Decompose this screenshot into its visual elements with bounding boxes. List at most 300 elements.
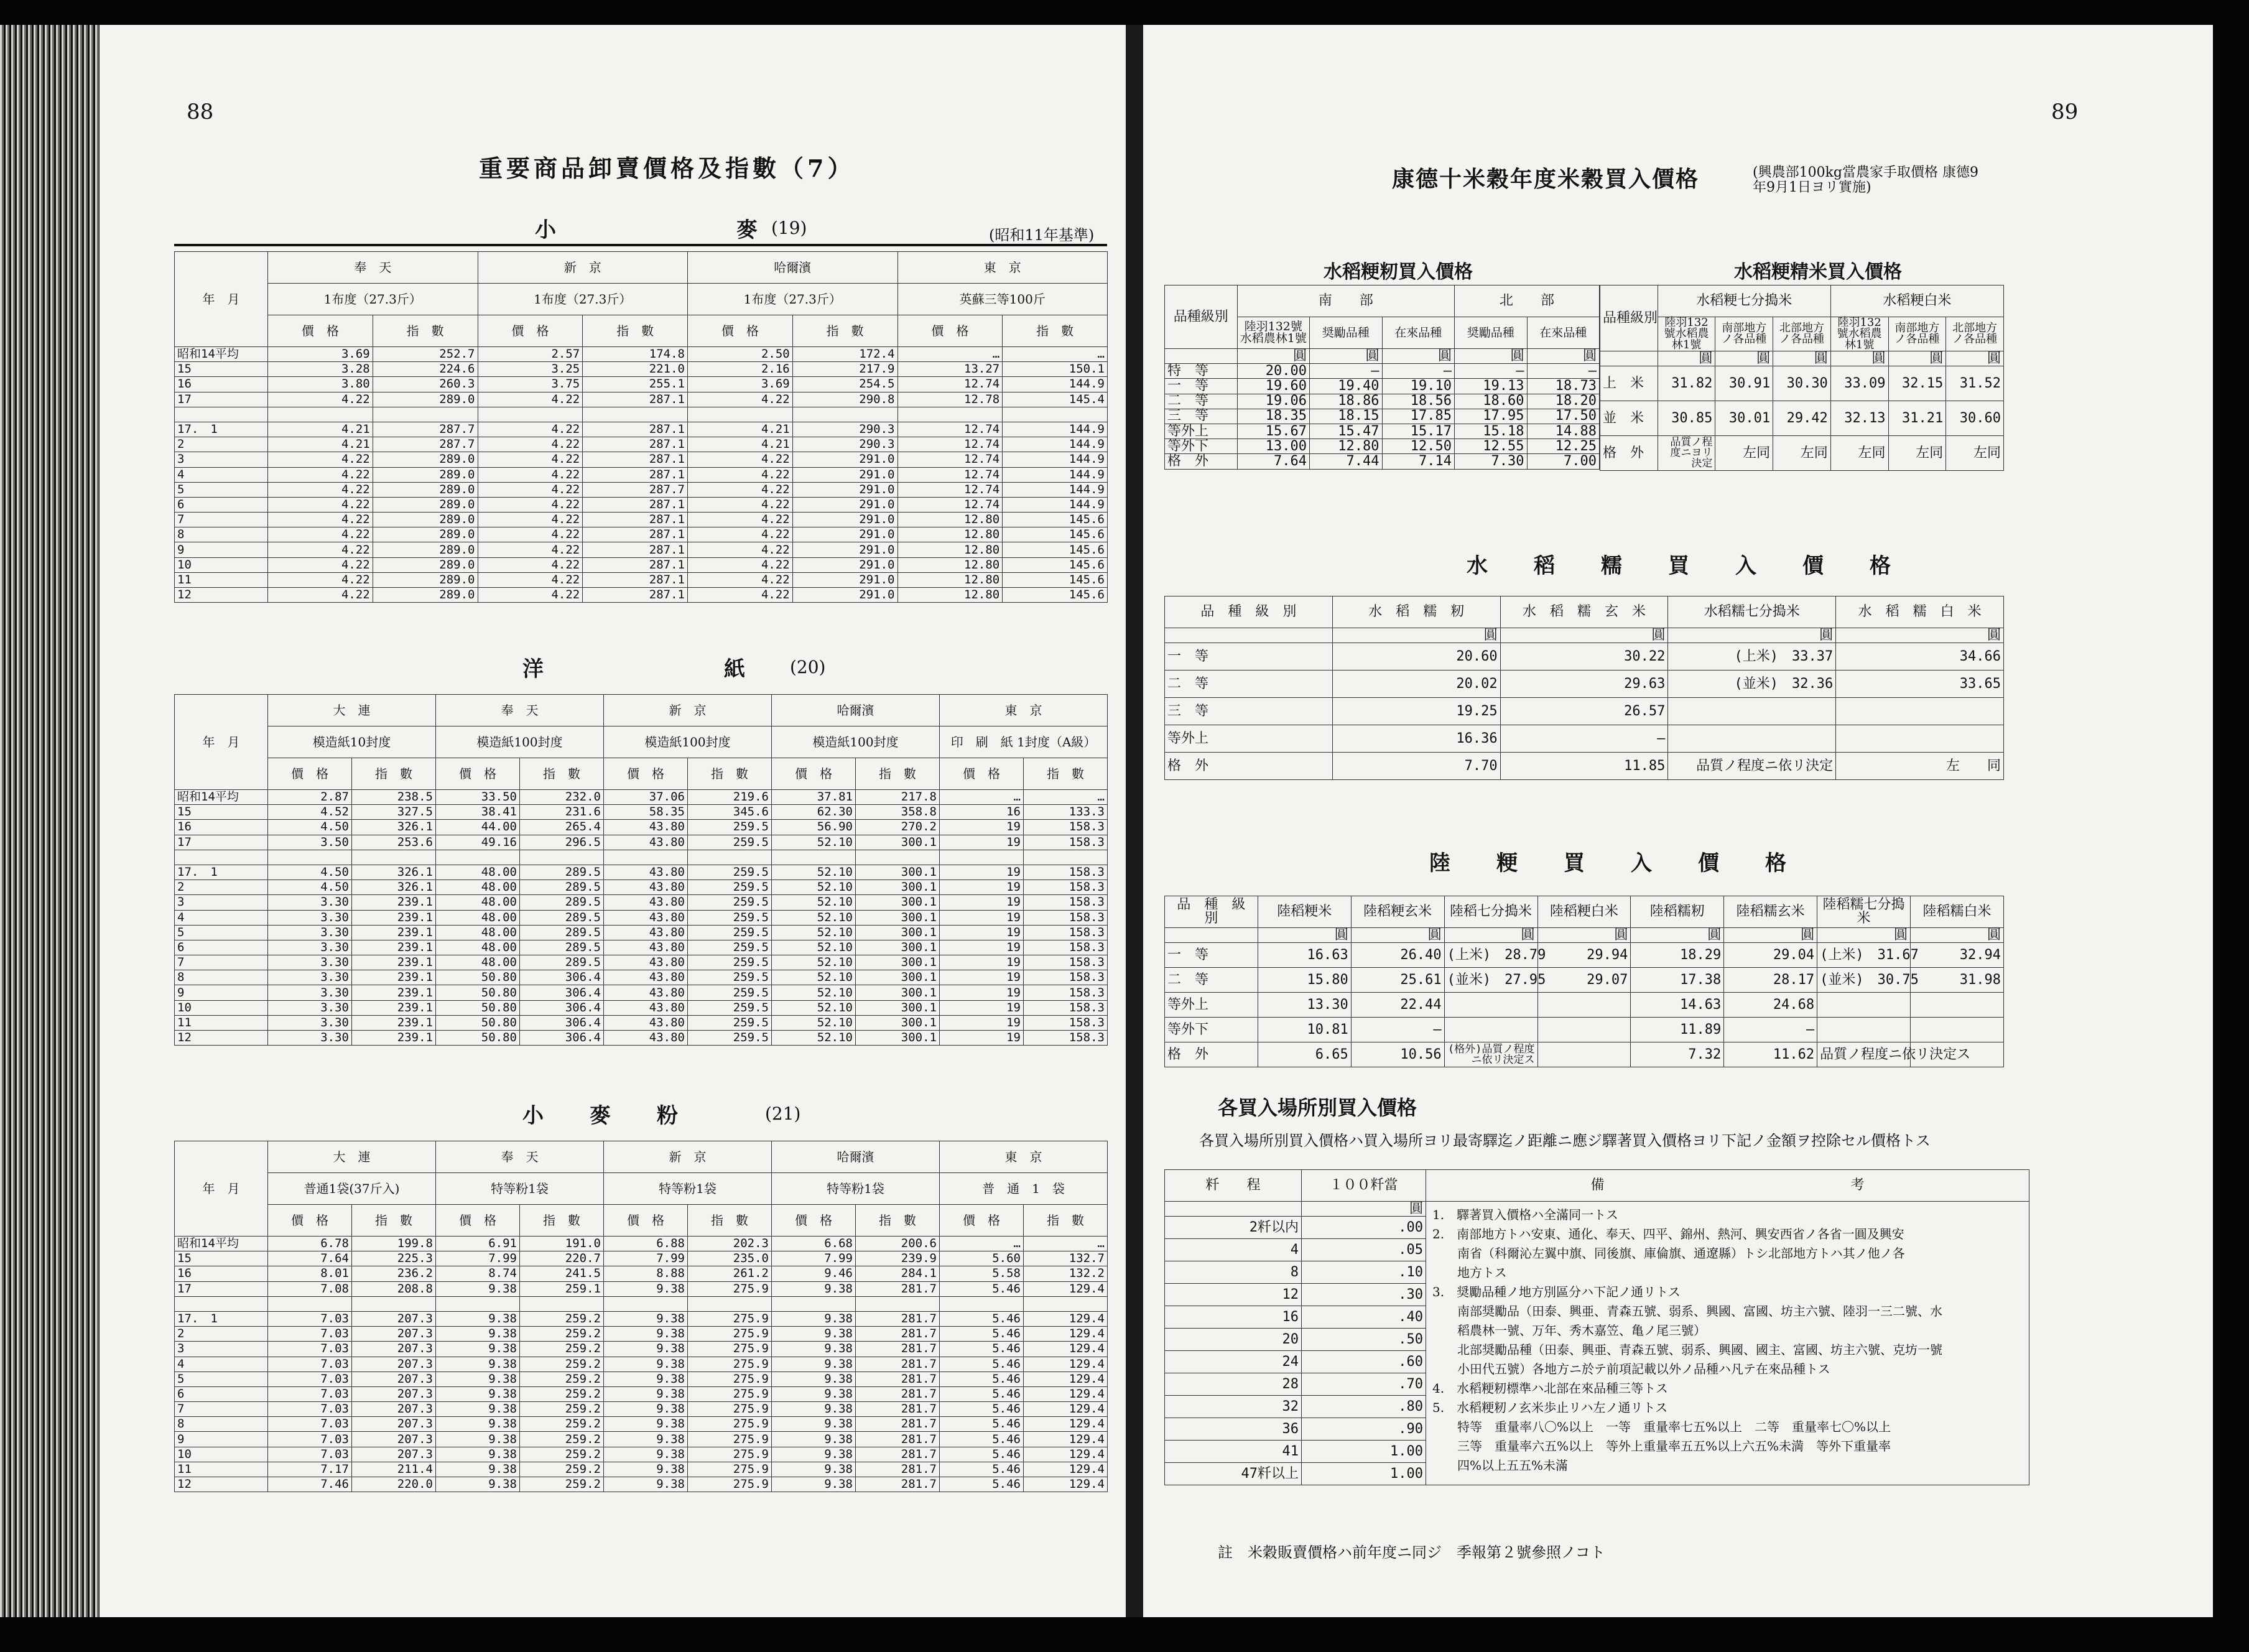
table-cell: 30.30 [1773, 366, 1831, 401]
table-cell: 19.40 [1310, 379, 1383, 394]
table-cell: 52.10 [772, 940, 856, 955]
table-cell [792, 407, 897, 422]
table-cell: 圓 [1724, 928, 1817, 943]
table-cell: 291.0 [792, 572, 897, 587]
table-cell: 345.6 [688, 805, 772, 820]
header-cell: 指 數 [583, 315, 688, 347]
table-cell: 一 等 [1165, 943, 1258, 968]
table-cell: 4.22 [688, 452, 793, 467]
table-cell: 17 [175, 835, 268, 850]
table-cell: 4.22 [688, 513, 793, 527]
table-cell: 12.74 [897, 422, 1003, 437]
table-cell: … [940, 790, 1024, 805]
table-cell: 252.7 [373, 347, 478, 362]
table-cell: 145.4 [1003, 392, 1108, 407]
table-cell: 19 [940, 1000, 1024, 1015]
table-row [1165, 394, 1600, 409]
table-cell: 239.1 [352, 970, 436, 985]
table-cell: 326.1 [352, 820, 436, 835]
table-cell: 11 [175, 572, 268, 587]
table-cell: 300.1 [856, 1031, 940, 1046]
table-cell [897, 407, 1003, 422]
table-cell: 281.7 [856, 1477, 940, 1492]
table-cell: 287.1 [583, 588, 688, 603]
header-cell: 北部地方ノ各品種 [1773, 317, 1831, 351]
table-cell: .40 [1302, 1306, 1426, 1329]
table-cell: 144.9 [1003, 482, 1108, 497]
table-cell: 3.30 [268, 895, 352, 910]
table-cell: 1.00 [1302, 1463, 1426, 1485]
table-cell: 306.4 [520, 1015, 604, 1030]
table-row [1165, 424, 1600, 439]
table-cell: 7.70 [1332, 753, 1500, 780]
header-cell: 哈爾濱 [772, 695, 940, 726]
table-cell: 239.9 [856, 1251, 940, 1266]
table-cell: 129.4 [1024, 1447, 1108, 1462]
header-cell: 品種級別 [1165, 285, 1238, 349]
table-cell: 52.10 [772, 1015, 856, 1030]
table-cell: 4.22 [478, 527, 583, 542]
table-cell: 3 [175, 452, 268, 467]
table-cell: 12 [1165, 1284, 1302, 1306]
header-cell: 價 格 [268, 1205, 352, 1237]
table-cell: 239.1 [352, 910, 436, 925]
header-cell: 陸羽132號水稻農林1號 [1237, 317, 1310, 349]
table-cell: 158.3 [1024, 895, 1108, 910]
table-row [175, 970, 1108, 985]
table-cell: 9.38 [772, 1462, 856, 1477]
table-cell: 13.00 [1237, 439, 1310, 454]
table-cell: 12.80 [1310, 439, 1383, 454]
table-cell: 7.03 [268, 1386, 352, 1401]
table-cell: 15 [175, 805, 268, 820]
table-cell: 26.57 [1500, 698, 1668, 725]
table-cell: 259.5 [688, 820, 772, 835]
table-cell: 239.1 [352, 1000, 436, 1015]
table-cell: 9.38 [436, 1417, 520, 1432]
table-cell: 43.80 [604, 985, 688, 1000]
table-cell: 50.80 [436, 985, 520, 1000]
table-cell: 48.00 [436, 940, 520, 955]
table-row [1165, 928, 2004, 943]
table-cell: 等外下 [1165, 1018, 1258, 1042]
table-cell: 259.2 [520, 1342, 604, 1357]
header-cell: 1布度（27.3斤） [478, 284, 688, 315]
table-cell: 16 [175, 820, 268, 835]
table-cell: 48.00 [436, 865, 520, 879]
table-cell: .60 [1302, 1351, 1426, 1373]
table-cell: 259.5 [688, 895, 772, 910]
table-cell: 129.4 [1024, 1477, 1108, 1492]
table-row [175, 1266, 1108, 1281]
table-cell: 358.8 [856, 805, 940, 820]
table-cell: 7 [175, 1402, 268, 1417]
table-cell: 158.3 [1024, 820, 1108, 835]
table-cell: 9.38 [436, 1477, 520, 1492]
header-cell: 陸稻粳米 [1258, 896, 1351, 928]
header-cell: 1布度（27.3斤） [268, 284, 478, 315]
table-cell: 28.17 [1724, 968, 1817, 993]
table-row [1165, 896, 2004, 928]
table-cell: 239.1 [352, 985, 436, 1000]
section-title-glutinous: 水 稻 糯 買 入 價 格 [1467, 554, 1903, 578]
header-cell: 指 數 [1024, 1205, 1108, 1237]
table-cell: 圓 [1444, 928, 1537, 943]
table-cell: 275.9 [688, 1417, 772, 1432]
table-cell: 238.5 [352, 790, 436, 805]
table-cell [436, 850, 520, 865]
remark-line: 三等 重量率六五%以上 等外上重量率五五%以上六五%未満 等外下重量率 [1432, 1439, 1891, 1454]
table-cell: 6.91 [436, 1237, 520, 1251]
table-cell: (上米) 33.37 [1668, 643, 1836, 671]
table-row [175, 850, 1108, 865]
table-cell: 281.7 [856, 1402, 940, 1417]
table-cell [175, 1296, 268, 1311]
table-row [175, 315, 1108, 347]
header-cell: 價 格 [268, 758, 352, 790]
table-cell: 31.21 [1888, 401, 1946, 436]
table-cell: 17 [175, 392, 268, 407]
table-cell: 48.00 [436, 895, 520, 910]
table-cell: 12 [175, 1031, 268, 1046]
header-cell: 南部地方ノ各品種 [1888, 317, 1946, 351]
table-cell: 275.9 [688, 1327, 772, 1342]
table-row [175, 513, 1108, 527]
table-cell: 291.0 [792, 452, 897, 467]
paper-table [174, 694, 1108, 1046]
table-cell: 199.8 [352, 1237, 436, 1251]
table-cell: 259.5 [688, 925, 772, 940]
header-cell: 北 部 [1455, 285, 1600, 317]
table-cell: 9.38 [604, 1281, 688, 1296]
table-cell: 19 [940, 835, 1024, 850]
header-cell: 價 格 [478, 315, 583, 347]
table-cell: 12 [175, 1477, 268, 1492]
header-cell: 指 數 [520, 1205, 604, 1237]
table-cell: 9.38 [604, 1477, 688, 1492]
table-cell: 144.9 [1003, 497, 1108, 512]
table-cell: 52.10 [772, 880, 856, 895]
table-cell: 7.64 [268, 1251, 352, 1266]
header-cell: 新 京 [478, 252, 688, 284]
title-note: (興農部100kg當農家手取價格 康德9年9月1日ヨリ實施) [1753, 165, 1978, 196]
table-cell: 9.38 [436, 1371, 520, 1386]
table-cell: 19 [940, 970, 1024, 985]
table-cell: 33.09 [1830, 366, 1888, 401]
table-cell: 275.9 [688, 1477, 772, 1492]
table-cell: 19.60 [1237, 379, 1310, 394]
table-cell: 17.50 [1527, 409, 1600, 424]
table-row [1165, 725, 2004, 753]
header-cell: 南部地方ノ各品種 [1715, 317, 1773, 351]
table-cell: 9.38 [772, 1281, 856, 1296]
table-cell: 158.3 [1024, 1015, 1108, 1030]
table-row [1165, 943, 2004, 968]
right-page [1143, 25, 2213, 1617]
table-cell: 4.22 [478, 437, 583, 452]
header-cell: 陸稻糯白米 [1911, 896, 2004, 928]
table-cell: 9.38 [604, 1402, 688, 1417]
table-cell: 239.1 [352, 925, 436, 940]
table-cell: 144.9 [1003, 467, 1108, 482]
table-row [175, 1205, 1108, 1237]
header-cell: 品 種 級 別 [1165, 596, 1333, 628]
table-cell: 43.80 [604, 835, 688, 850]
table-cell: 5.46 [940, 1311, 1024, 1326]
table-row [1600, 285, 2004, 317]
table-cell: 9.38 [604, 1327, 688, 1342]
remark-line: 4. 水稻粳籾標準ハ北部在來品種三等トス [1432, 1381, 1668, 1396]
table-cell: 33.50 [436, 790, 520, 805]
table-cell [268, 407, 373, 422]
table-cell: 16 [175, 1266, 268, 1281]
table-cell: 圓 [1911, 928, 2004, 943]
table-cell: 259.5 [688, 940, 772, 955]
table-cell: 5.46 [940, 1371, 1024, 1386]
header-cell: 奉 天 [436, 1141, 604, 1173]
table-cell: 19 [940, 940, 1024, 955]
table-row [1165, 671, 2004, 698]
table-cell: 17. 1 [175, 1311, 268, 1326]
table-cell: 259.2 [520, 1357, 604, 1371]
upland-table [1164, 896, 2004, 1067]
table-cell [1537, 1018, 1631, 1042]
table-cell [478, 407, 583, 422]
table-cell: 7.44 [1310, 454, 1383, 469]
table-row [175, 392, 1108, 407]
table-cell: 4.22 [478, 452, 583, 467]
table-cell: 9.38 [436, 1327, 520, 1342]
table-cell: 3.69 [688, 377, 793, 392]
table-cell: 7.32 [1631, 1042, 1724, 1067]
table-row [175, 572, 1108, 587]
table-cell: 12 [175, 588, 268, 603]
table-cell: 19.10 [1382, 379, 1455, 394]
header-cell: 模造紙100封度 [436, 726, 604, 758]
table-cell: 15.80 [1258, 968, 1351, 993]
table-cell: 4.22 [268, 542, 373, 557]
table-cell: 左同 [1888, 436, 1946, 471]
table-cell: 4.22 [268, 467, 373, 482]
table-cell: 9.38 [604, 1311, 688, 1326]
table-cell [1165, 1202, 1302, 1217]
table-row [175, 1402, 1108, 1417]
table-cell [1911, 993, 2004, 1018]
remark-line: 1. 驛著買入價格ハ全滿同一トス [1432, 1207, 1618, 1222]
table-cell: 17.95 [1455, 409, 1528, 424]
table-cell [268, 1296, 352, 1311]
table-cell: 7.03 [268, 1371, 352, 1386]
header-cell: 奉 天 [436, 695, 604, 726]
table-cell: 6.78 [268, 1237, 352, 1251]
header-cell: 指 數 [1024, 758, 1108, 790]
table-cell: 6.65 [1258, 1042, 1351, 1067]
table-cell: 圓 [1836, 628, 2004, 643]
table-cell: 28 [1165, 1373, 1302, 1396]
table-cell: 圓 [1715, 351, 1773, 366]
table-row [1165, 454, 1600, 469]
table-cell: 150.1 [1003, 362, 1108, 377]
table-row [175, 542, 1108, 557]
table-cell: 4.22 [478, 513, 583, 527]
table-cell: 9.38 [604, 1447, 688, 1462]
table-cell: 239.1 [352, 895, 436, 910]
table-cell: 19 [940, 880, 1024, 895]
header-cell: 水 稻 糯 籾 [1332, 596, 1500, 628]
table-cell: 275.9 [688, 1342, 772, 1357]
remark-line: 四%以上五五%未滿 [1432, 1458, 1569, 1473]
table-cell: 289.0 [373, 497, 478, 512]
table-cell: 287.1 [583, 572, 688, 587]
table-cell: 207.3 [352, 1357, 436, 1371]
table-cell: 289.0 [373, 527, 478, 542]
table-cell [940, 850, 1024, 865]
table-cell: 4.21 [268, 422, 373, 437]
table-cell: 9.38 [604, 1386, 688, 1401]
header-cell: 指 數 [373, 315, 478, 347]
table-cell: 4 [175, 1357, 268, 1371]
left-page [100, 25, 1126, 1617]
table-cell: 19 [940, 820, 1024, 835]
table-cell [856, 1296, 940, 1311]
table-cell: 50.80 [436, 1000, 520, 1015]
table-cell: 275.9 [688, 1371, 772, 1386]
table-cell: 7.03 [268, 1432, 352, 1447]
table-cell: 259.2 [520, 1417, 604, 1432]
table-cell: 4.50 [268, 880, 352, 895]
table-cell [520, 1296, 604, 1311]
table-cell: 43.80 [604, 940, 688, 955]
table-cell: 129.4 [1024, 1432, 1108, 1447]
table-cell: 7 [175, 955, 268, 970]
table-cell: 9.38 [436, 1447, 520, 1462]
table-cell [175, 407, 268, 422]
table-cell: 9.38 [772, 1386, 856, 1401]
table-cell: 9.38 [604, 1357, 688, 1371]
table-row [1600, 436, 2004, 471]
header-cell: 模造紙100封度 [604, 726, 772, 758]
table-cell: 15.18 [1455, 424, 1528, 439]
header-cell: 普 通 1 袋 [940, 1173, 1108, 1205]
table-row [175, 985, 1108, 1000]
table-cell: 12.55 [1455, 439, 1528, 454]
table-row [1165, 993, 2004, 1018]
header-cell: 指 數 [688, 758, 772, 790]
table-cell: 9.38 [772, 1311, 856, 1326]
table-row [1600, 401, 2004, 436]
table-cell: 4.22 [268, 392, 373, 407]
table-cell: 144.9 [1003, 452, 1108, 467]
table-cell [688, 407, 793, 422]
table-cell: 158.3 [1024, 865, 1108, 879]
table-cell: 52.10 [772, 925, 856, 940]
table-cell: 4.21 [268, 437, 373, 452]
table-cell: 289.5 [520, 895, 604, 910]
table-cell: 281.7 [856, 1342, 940, 1357]
table-cell: 4.22 [268, 572, 373, 587]
table-cell: 24.68 [1724, 993, 1817, 1018]
table-cell: 43.80 [604, 1015, 688, 1030]
header-cell: 年 月 [175, 1141, 268, 1237]
table-row [1165, 596, 2004, 628]
table-cell: 16.63 [1258, 943, 1351, 968]
header-cell: 東 京 [940, 1141, 1108, 1173]
table-row [175, 895, 1108, 910]
table-cell: 3.75 [478, 377, 583, 392]
rule [174, 244, 1107, 246]
table-cell: 15.17 [1382, 424, 1455, 439]
table-row [175, 1311, 1108, 1326]
table-cell: 24 [1165, 1351, 1302, 1373]
table-row [1165, 1202, 2029, 1217]
table-row [175, 1432, 1108, 1447]
table-row [175, 1357, 1108, 1371]
table-cell: 2 [175, 437, 268, 452]
table-cell: 30.22 [1500, 643, 1668, 671]
table-cell: 4 [175, 467, 268, 482]
table-cell: 129.4 [1024, 1311, 1108, 1326]
table-row [1600, 351, 2004, 366]
table-cell: 7.03 [268, 1311, 352, 1326]
table-cell: 5.46 [940, 1477, 1024, 1492]
table-cell: 259.5 [688, 970, 772, 985]
table-cell: … [897, 347, 1003, 362]
table-cell: 207.3 [352, 1386, 436, 1401]
table-cell: 3.30 [268, 1031, 352, 1046]
table-cell: 44.00 [436, 820, 520, 835]
table-cell: 7.03 [268, 1327, 352, 1342]
table-cell: 品質ノ程度ニ依リ決定ス [1817, 1042, 1911, 1067]
table-cell [688, 1296, 772, 1311]
table-cell: 58.35 [604, 805, 688, 820]
table-cell: 287.1 [583, 527, 688, 542]
remark-line: 北部奨勵品種（田泰、興亜、青森五號、弱系、興國、國主、富國、坊主六號、克坊一號 [1432, 1342, 1942, 1357]
table-row [175, 407, 1108, 422]
table-row [1600, 317, 2004, 351]
table-cell [1165, 628, 1333, 643]
table-cell: 26.40 [1351, 943, 1444, 968]
table-cell: 255.1 [583, 377, 688, 392]
table-row [175, 527, 1108, 542]
table-cell: 12.74 [897, 452, 1003, 467]
table-row [175, 1447, 1108, 1462]
table-cell: 8 [175, 970, 268, 985]
table-cell: 11.62 [1724, 1042, 1817, 1067]
table-row [175, 910, 1108, 925]
table-cell: 左同 [1715, 436, 1773, 471]
table-cell: 129.4 [1024, 1417, 1108, 1432]
table-cell: 289.0 [373, 588, 478, 603]
table-cell: .80 [1302, 1396, 1426, 1418]
table-cell: 9.38 [604, 1342, 688, 1357]
table-cell: 281.7 [856, 1311, 940, 1326]
header-cell: 指 數 [856, 758, 940, 790]
table-cell: 145.6 [1003, 542, 1108, 557]
table-cell: 12.74 [897, 482, 1003, 497]
table-cell: 4.22 [688, 542, 793, 557]
table-cell: 259.2 [520, 1447, 604, 1462]
table-cell [1668, 725, 1836, 753]
table-cell: 9.38 [604, 1371, 688, 1386]
remark-line: 稻農林一號、万年、秀木嘉笠、亀ノ尾三號） [1432, 1323, 1706, 1338]
header-cell: 陸羽132號水稻農林1號 [1658, 317, 1715, 351]
header-cell: 模造紙100封度 [772, 726, 940, 758]
table-cell: 14.63 [1631, 993, 1724, 1018]
section-title-paper: 洋 紙 [522, 657, 758, 682]
table-cell: 19 [940, 910, 1024, 925]
table-cell: 3 [175, 895, 268, 910]
table-cell: 11.85 [1500, 753, 1668, 780]
